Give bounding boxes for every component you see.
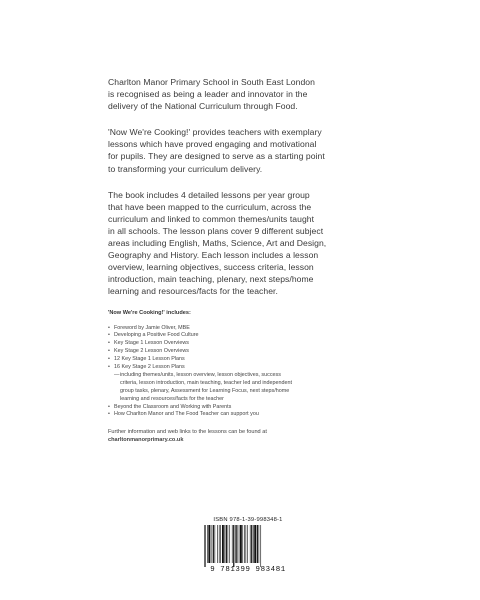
barcode-bar xyxy=(220,525,221,563)
bullet-icon: • xyxy=(108,411,110,418)
paragraph-line: in all schools. The lesson plans cover 9 different subject xyxy=(108,225,324,236)
paragraph-line: curriculum and linked to common themes/units taught xyxy=(108,213,315,224)
paragraph-line: that have been mapped to the curriculum, across the xyxy=(108,201,312,212)
barcode-bar xyxy=(239,525,240,563)
barcode-bar xyxy=(233,525,234,567)
paragraph-line: Charlton Manor Primary School in South East London xyxy=(108,77,315,87)
barcode-bar xyxy=(236,525,237,563)
bullet-icon: • xyxy=(108,356,110,363)
list-item-label: Key Stage 2 Lesson Overviews xyxy=(114,348,189,355)
barcode-bar xyxy=(204,525,205,567)
barcode-icon xyxy=(204,525,292,567)
sub-list-item-continued xyxy=(108,380,408,388)
barcode-bar xyxy=(217,525,218,563)
isbn-label: ISBN 978-1-39-998348-1 xyxy=(213,517,283,523)
bullet-icon: • xyxy=(108,364,110,371)
includes-heading: 'Now We're Cooking!' includes: xyxy=(108,309,191,316)
barcode-bar xyxy=(247,525,248,563)
barcode-bar xyxy=(251,525,252,563)
sub-item-line: criteria, lesson introduction, main teaching, teacher led and independent xyxy=(120,379,293,386)
paragraph-line: lessons which have proved engaging and motivational xyxy=(108,139,317,150)
bullet-icon: • xyxy=(108,403,110,410)
list-item xyxy=(108,404,408,412)
barcode-bar xyxy=(254,525,256,563)
paragraph-line: introduction, main teaching, plenary, next steps/home xyxy=(108,274,314,285)
list-item xyxy=(108,325,408,333)
list-item xyxy=(108,332,408,340)
barcode-bar xyxy=(235,525,236,563)
list-item xyxy=(108,348,408,356)
isbn-barcode xyxy=(202,517,294,575)
paragraph-line: is recognised as being a leader and innovator in the xyxy=(108,89,308,100)
list-item xyxy=(108,411,408,419)
list-item-label: Beyond the Classroom and Working with Parents xyxy=(114,403,232,410)
paragraph-line: learning and resources/facts for the teacher. xyxy=(108,286,278,297)
sub-list-item xyxy=(108,372,408,380)
bullet-icon: • xyxy=(108,340,110,347)
barcode-bar xyxy=(224,525,225,563)
list-item-label: How Charlton Manor and The Food Teacher can support you xyxy=(114,411,259,418)
barcode-bar xyxy=(222,525,224,563)
dash-icon: — xyxy=(114,371,120,378)
bullet-icon: • xyxy=(108,332,110,339)
list-item-label: Developing a Positive Food Culture xyxy=(114,332,199,339)
barcode-bar xyxy=(259,525,260,563)
bullet-icon: • xyxy=(108,348,110,355)
further-info xyxy=(108,429,408,444)
book-contents-paragraph xyxy=(108,189,408,298)
paragraph-line: Geography and History. Each lesson includes a lesson xyxy=(108,250,319,261)
barcode-bar xyxy=(260,525,261,567)
list-item-label: Key Stage 1 Lesson Overviews xyxy=(114,340,189,347)
barcode-bar xyxy=(215,525,216,563)
paragraph-line: to transforming your curriculum delivery. xyxy=(108,163,263,174)
barcode-bar xyxy=(253,525,254,563)
list-item-label: Foreword by Jamie Oliver, MBE xyxy=(114,324,190,331)
barcode-bar xyxy=(250,525,251,563)
barcode-bar xyxy=(226,525,227,563)
barcode-bar xyxy=(257,525,258,563)
paragraph-line: 'Now We're Cooking!' provides teachers with exemplary xyxy=(108,127,322,138)
barcode-bar xyxy=(213,525,214,563)
website-link[interactable]: charltonmanorprimary.co.uk xyxy=(108,436,184,443)
barcode-bar xyxy=(246,525,247,563)
sub-item-line: group tasks, plenary, Assessment for Learning Focus, next steps/home xyxy=(120,387,290,394)
sub-list-item-continued xyxy=(108,388,408,396)
barcode-bar xyxy=(229,525,230,563)
barcode-bar xyxy=(211,525,212,563)
list-item xyxy=(108,364,408,372)
barcode-bar xyxy=(228,525,229,563)
further-info-text: Further information and web links to the lessons can be found at xyxy=(108,429,267,436)
paragraph-line: delivery of the National Curriculum through Food. xyxy=(108,101,298,112)
sub-item-line: learning and resources/facts for the teacher xyxy=(120,395,224,402)
barcode-bar xyxy=(244,525,245,563)
sub-list-item-continued xyxy=(108,396,408,404)
paragraph-line: The book includes 4 detailed lessons per year group xyxy=(108,189,310,200)
barcode-bar xyxy=(240,525,242,563)
barcode-bar xyxy=(242,525,243,563)
list-item xyxy=(108,340,408,348)
sub-item-line: including themes/units, lesson overview, lesson objectives, success xyxy=(120,371,281,378)
list-item-label: 16 Key Stage 2 Lesson Plans xyxy=(114,364,185,371)
list-item-label: 12 Key Stage 1 Lesson Plans xyxy=(114,356,185,363)
paragraph-line: overview, learning objectives, success criteria, lesson xyxy=(108,262,314,273)
includes-list xyxy=(108,325,408,420)
book-purpose-paragraph xyxy=(108,126,408,174)
paragraph-line: areas including English, Maths, Science, Art and Design, xyxy=(108,238,327,249)
barcode-bar xyxy=(232,525,233,563)
barcode-bar xyxy=(208,525,210,563)
bullet-icon: • xyxy=(108,324,110,331)
barcode-bar xyxy=(207,525,208,563)
paragraph-line: for pupils. They are designed to serve as a starting point xyxy=(108,151,325,162)
isbn-digits: 9 781399 983481 xyxy=(210,566,286,574)
list-item xyxy=(108,356,408,364)
intro-paragraph xyxy=(108,76,408,112)
barcode-bar xyxy=(205,525,206,567)
back-cover-text xyxy=(108,76,408,445)
barcode-bar xyxy=(219,525,220,563)
